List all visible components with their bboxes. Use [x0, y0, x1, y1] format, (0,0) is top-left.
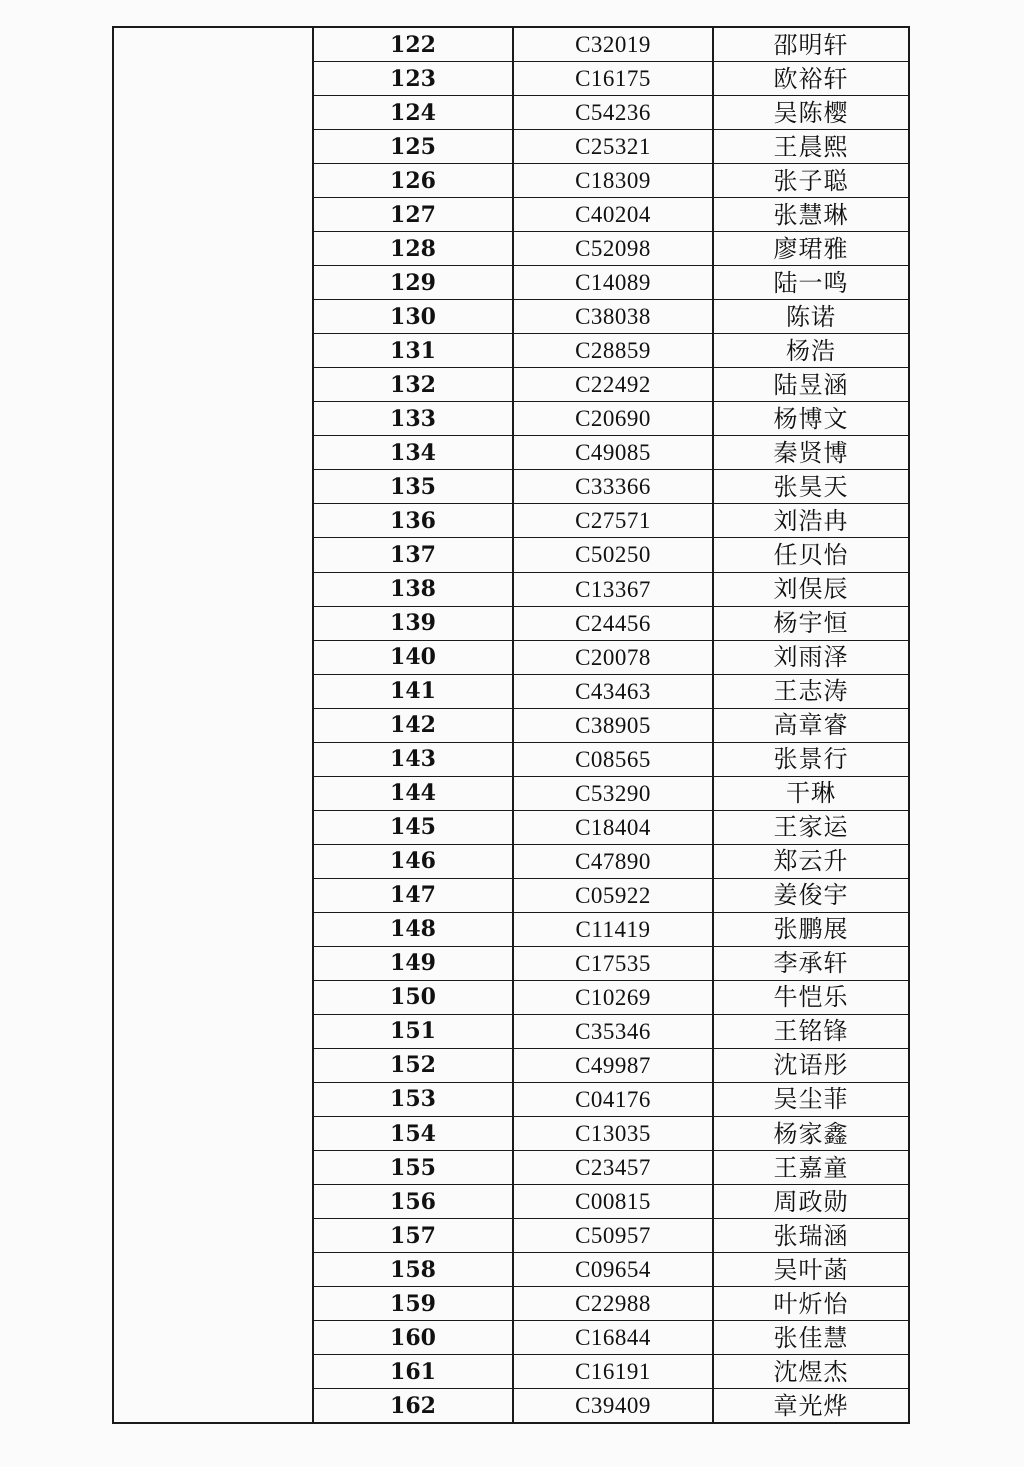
row-number-cell: 138	[314, 573, 514, 606]
student-name-cell: 陈诺	[786, 302, 836, 331]
candidate-id-cell: C14089	[514, 266, 714, 299]
candidate-id-cell: C33366	[514, 470, 714, 503]
student-name-cell: 郑云升	[773, 847, 849, 876]
student-name-cell: 王晨熙	[773, 132, 849, 161]
candidate-id-cell: C22492	[514, 368, 714, 401]
student-name-cell: 吴尘菲	[773, 1085, 849, 1114]
table-row	[314, 981, 908, 1015]
student-name-cell: 吴陈樱	[773, 98, 849, 127]
table-row	[314, 743, 908, 777]
row-number-cell: 150	[314, 981, 514, 1014]
candidate-id-cell: C25321	[514, 130, 714, 163]
candidate-id-cell: C54236	[514, 96, 714, 129]
table-row	[314, 1049, 908, 1083]
candidate-id-cell: C08565	[514, 743, 714, 776]
table-row	[314, 504, 908, 538]
candidate-id-cell: C43463	[514, 675, 714, 708]
row-number-cell: 153	[314, 1083, 514, 1116]
row-number-cell: 154	[314, 1117, 514, 1150]
student-name-cell: 任贝怡	[773, 540, 849, 569]
row-number-cell: 146	[314, 845, 514, 878]
table-row	[314, 1117, 908, 1151]
candidate-id-cell: C28859	[514, 334, 714, 367]
row-number-cell: 136	[314, 504, 514, 537]
row-number-cell: 151	[314, 1015, 514, 1048]
candidate-id-cell: C24456	[514, 607, 714, 640]
student-name-cell: 杨浩	[786, 336, 836, 365]
student-name-cell: 沈煜杰	[773, 1357, 849, 1386]
student-name-cell: 刘雨泽	[773, 643, 849, 672]
row-number-cell: 161	[314, 1355, 514, 1388]
candidate-id-cell: C27571	[514, 504, 714, 537]
row-number-cell: 129	[314, 266, 514, 299]
row-number-cell: 158	[314, 1253, 514, 1286]
candidate-id-cell: C32019	[514, 28, 714, 61]
table-row	[314, 1253, 908, 1287]
candidate-id-cell: C35346	[514, 1015, 714, 1048]
row-number-cell: 123	[314, 62, 514, 95]
student-name-cell: 秦贤博	[773, 438, 849, 467]
table-row	[314, 368, 908, 402]
row-number-cell: 132	[314, 368, 514, 401]
candidate-id-cell: C13035	[514, 1117, 714, 1150]
row-number-cell: 133	[314, 402, 514, 435]
table-body	[314, 28, 908, 1422]
candidate-id-cell: C20078	[514, 641, 714, 674]
candidate-id-cell: C13367	[514, 573, 714, 606]
student-name-cell: 杨宇恒	[773, 609, 849, 638]
table-row	[314, 675, 908, 709]
student-name-cell: 叶炘怡	[773, 1289, 849, 1318]
row-number-cell: 124	[314, 96, 514, 129]
candidate-id-cell: C23457	[514, 1151, 714, 1184]
student-name-cell: 李承轩	[773, 949, 849, 978]
row-number-cell: 139	[314, 607, 514, 640]
student-name-cell: 王家运	[773, 813, 849, 842]
student-name-cell: 张瑞涵	[773, 1221, 849, 1250]
table-row	[314, 607, 908, 641]
student-name-cell: 刘俣辰	[773, 575, 849, 604]
table-row	[314, 62, 908, 96]
table-row	[314, 538, 908, 572]
candidate-id-cell: C47890	[514, 845, 714, 878]
row-number-cell: 134	[314, 436, 514, 469]
candidate-id-cell: C39409	[514, 1389, 714, 1422]
row-number-cell: 156	[314, 1185, 514, 1218]
table-row	[314, 198, 908, 232]
candidate-id-cell: C38038	[514, 300, 714, 333]
row-number-cell: 141	[314, 675, 514, 708]
candidate-id-cell: C52098	[514, 232, 714, 265]
student-name-cell: 姜俊宇	[773, 881, 849, 910]
student-name-cell: 张景行	[773, 745, 849, 774]
candidate-id-cell: C40204	[514, 198, 714, 231]
table-row	[314, 232, 908, 266]
table-row	[314, 879, 908, 913]
row-number-cell: 152	[314, 1049, 514, 1082]
table-row	[314, 1083, 908, 1117]
candidate-id-cell: C38905	[514, 709, 714, 742]
candidate-id-cell: C49085	[514, 436, 714, 469]
student-name-cell: 廖珺雅	[773, 234, 849, 263]
candidate-id-cell: C00815	[514, 1185, 714, 1218]
candidate-id-cell: C05922	[514, 879, 714, 912]
student-name-cell: 刘浩冉	[773, 506, 849, 535]
row-number-cell: 144	[314, 777, 514, 810]
table-row	[314, 164, 908, 198]
student-name-cell: 张佳慧	[773, 1323, 849, 1352]
table-row	[314, 96, 908, 130]
student-name-cell: 杨家鑫	[773, 1119, 849, 1148]
row-number-cell: 140	[314, 641, 514, 674]
row-number-cell: 143	[314, 743, 514, 776]
table-row	[314, 913, 908, 947]
row-number-cell: 122	[314, 28, 514, 61]
student-name-cell: 陆昱涵	[773, 370, 849, 399]
student-name-cell: 邵明轩	[773, 30, 849, 59]
student-name-cell: 杨博文	[773, 404, 849, 433]
student-name-cell: 王铭锋	[773, 1017, 849, 1046]
table-row	[314, 1287, 908, 1321]
table-row	[314, 1185, 908, 1219]
student-name-cell: 吴叶菡	[773, 1255, 849, 1284]
row-number-cell: 159	[314, 1287, 514, 1320]
student-name-cell: 欧裕轩	[773, 64, 849, 93]
row-number-cell: 147	[314, 879, 514, 912]
row-number-cell: 126	[314, 164, 514, 197]
student-name-cell: 张鹏展	[773, 915, 849, 944]
candidate-id-cell: C50957	[514, 1219, 714, 1252]
candidate-id-cell: C10269	[514, 981, 714, 1014]
candidate-id-cell: C16191	[514, 1355, 714, 1388]
candidate-id-cell: C49987	[514, 1049, 714, 1082]
candidate-id-cell: C50250	[514, 538, 714, 571]
row-number-cell: 125	[314, 130, 514, 163]
table-row	[314, 436, 908, 470]
candidate-id-cell: C53290	[514, 777, 714, 810]
student-name-cell: 牛恺乐	[773, 983, 849, 1012]
candidate-id-cell: C20690	[514, 402, 714, 435]
candidate-id-cell: C17535	[514, 947, 714, 980]
row-number-cell: 142	[314, 709, 514, 742]
row-number-cell: 131	[314, 334, 514, 367]
student-name-cell: 张昊天	[773, 472, 849, 501]
table-row	[314, 1151, 908, 1185]
student-name-cell: 张子聪	[773, 166, 849, 195]
row-number-cell: 145	[314, 811, 514, 844]
table-row	[314, 470, 908, 504]
student-list-table	[112, 26, 910, 1424]
table-row	[314, 1355, 908, 1389]
table-row	[314, 334, 908, 368]
table-row	[314, 130, 908, 164]
row-number-cell: 135	[314, 470, 514, 503]
candidate-id-cell: C09654	[514, 1253, 714, 1286]
candidate-id-cell: C04176	[514, 1083, 714, 1116]
student-name-cell: 章光烨	[773, 1391, 849, 1420]
table-row	[314, 641, 908, 675]
row-number-cell: 162	[314, 1389, 514, 1422]
row-number-cell: 130	[314, 300, 514, 333]
table-row	[314, 1219, 908, 1253]
row-number-cell: 155	[314, 1151, 514, 1184]
table-row	[314, 1389, 908, 1422]
student-name-cell: 王嘉童	[773, 1153, 849, 1182]
candidate-id-cell: C16175	[514, 62, 714, 95]
student-name-cell: 高章睿	[773, 711, 849, 740]
table-row	[314, 811, 908, 845]
row-number-cell: 137	[314, 538, 514, 571]
candidate-id-cell: C11419	[514, 913, 714, 946]
table-row	[314, 266, 908, 300]
candidate-id-cell: C22988	[514, 1287, 714, 1320]
row-number-cell: 149	[314, 947, 514, 980]
table-row	[314, 947, 908, 981]
student-name-cell: 王志涛	[773, 677, 849, 706]
table-row	[314, 402, 908, 436]
table-row	[314, 28, 908, 62]
table-row	[314, 573, 908, 607]
row-number-cell: 148	[314, 913, 514, 946]
merged-empty-column	[114, 28, 314, 1422]
row-number-cell: 127	[314, 198, 514, 231]
table-row	[314, 1321, 908, 1355]
table-row	[314, 709, 908, 743]
table-row	[314, 300, 908, 334]
table-row	[314, 1015, 908, 1049]
table-row	[314, 777, 908, 811]
row-number-cell: 128	[314, 232, 514, 265]
row-number-cell: 160	[314, 1321, 514, 1354]
table-row	[314, 845, 908, 879]
student-name-cell: 干琳	[786, 779, 836, 808]
student-name-cell: 张慧琳	[773, 200, 849, 229]
student-name-cell: 沈语彤	[773, 1051, 849, 1080]
candidate-id-cell: C18404	[514, 811, 714, 844]
student-name-cell: 周政勋	[773, 1187, 849, 1216]
candidate-id-cell: C16844	[514, 1321, 714, 1354]
student-name-cell: 陆一鸣	[773, 268, 849, 297]
candidate-id-cell: C18309	[514, 164, 714, 197]
row-number-cell: 157	[314, 1219, 514, 1252]
